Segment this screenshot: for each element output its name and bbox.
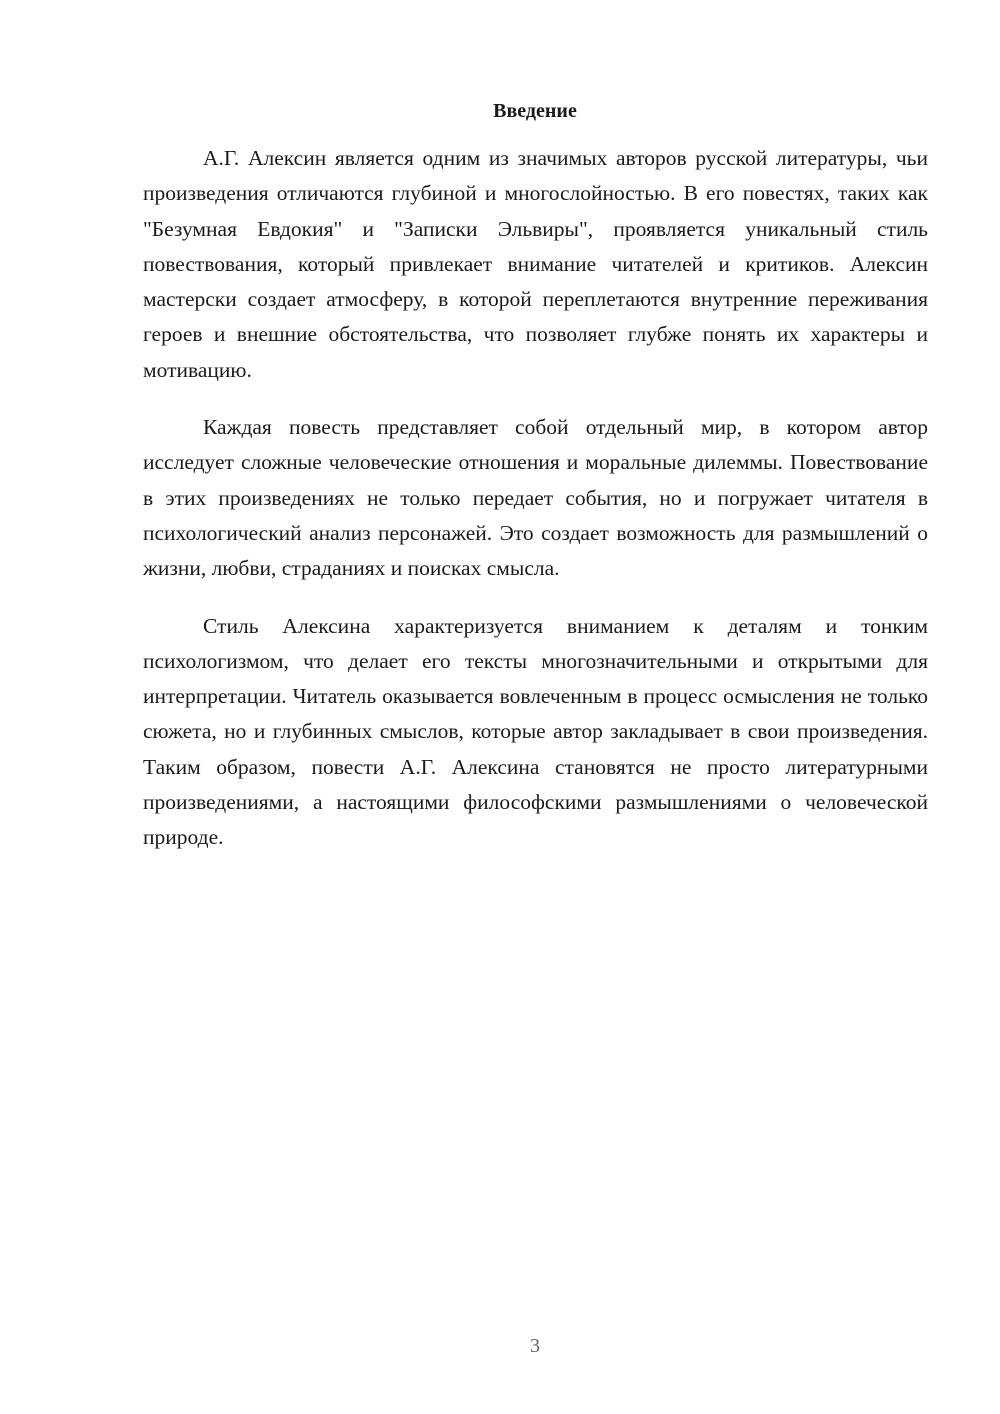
paragraph-1: А.Г. Алексин является одним из значимых авторов русской литературы, чьи произведения отличаются глубиной и многослойностью. В его повестях, таких как "Безумная Евдокия" и "Записки Эльвиры", проявляется уникальный стиль повествования, который привлекает внимание читателей и критиков. Алексин мастерски создает атмосферу, в которой переплетаются внутренние переживания героев и внешние обстоятельства, что позволяет глубже понять их характеры и мотивацию. bbox=[143, 146, 928, 382]
page-number: 3 bbox=[530, 1335, 540, 1357]
body-text bbox=[143, 141, 928, 878]
paragraph-3: Стиль Алексина характеризуется вниманием к деталям и тонким психологизмом, что делает его тексты многозначительными и открытыми для интерпретации. Читатель оказывается вовлеченным в процесс осмысления не только сюжета, но и глубинных смыслов, которые автор закладывает в свои произведения. Таким образом, повести А.Г. Алексина становятся не просто литературными произведениями, а настоящими философскими размышлениями о человеческой природе. bbox=[143, 613, 928, 850]
paragraph-2: Каждая повесть представляет собой отдельный мир, в котором автор исследует сложные человеческие отношения и моральные дилеммы. Повествование в этих произведениях не только передает события, но и погружает читателя в психологический анализ персонажей. Это создает возможность для размышлений о жизни, любви, страданиях и поисках смысла. bbox=[143, 415, 928, 581]
page-title: Введение bbox=[493, 100, 577, 122]
